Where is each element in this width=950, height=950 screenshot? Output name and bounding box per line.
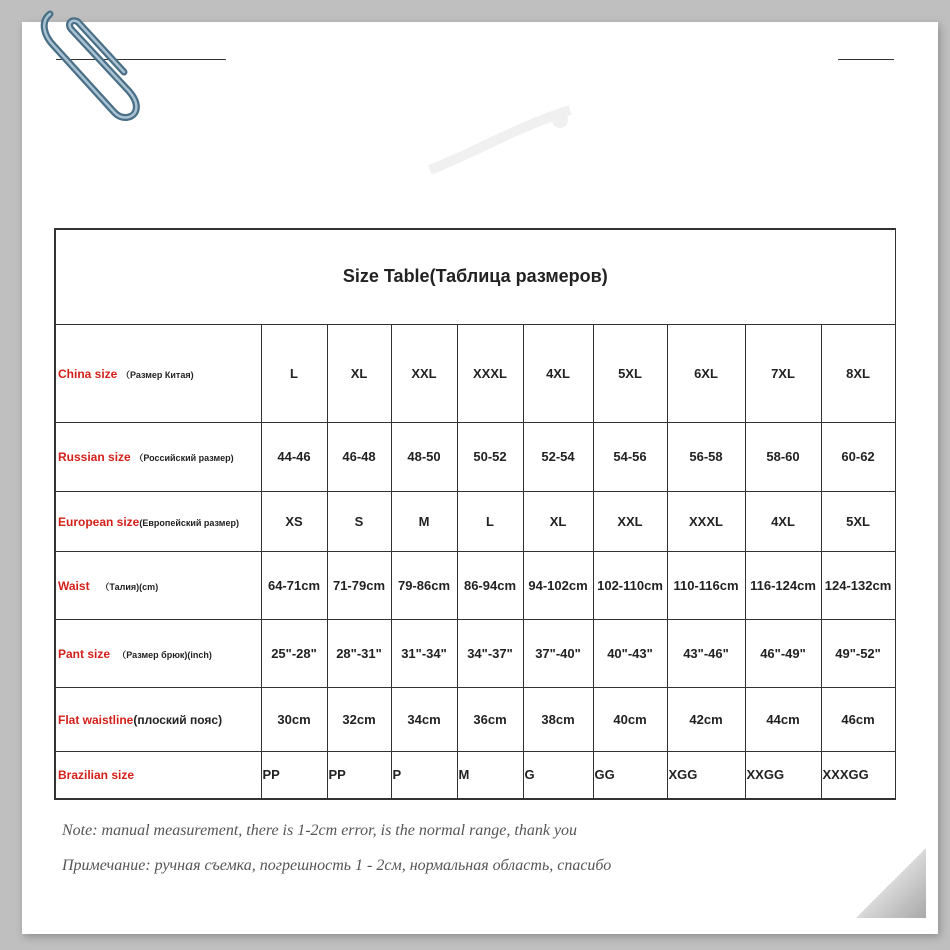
cell: 116-124cm [745,551,821,619]
cell: M [391,491,457,551]
cell: XXGG [745,751,821,799]
cell: P [391,751,457,799]
cell: L [261,324,327,422]
row-label: China size [58,366,118,381]
paperclip-icon [32,0,142,125]
cell: 46-48 [327,422,391,491]
cell: 5XL [593,324,667,422]
row-header [55,619,261,687]
page-curl [856,848,926,918]
note-russian: Примечание: ручная съемка, погрешность 1 - 2см, нормальная область, спасибо [62,857,612,874]
cell: 79-86cm [391,551,457,619]
row-brazilian-size [55,751,895,799]
cell: 46"-49" [745,619,821,687]
cell: 124-132cm [821,551,895,619]
row-label: European size [58,514,140,529]
row-label: Russian size [58,450,131,464]
cell: 7XL [745,324,821,422]
cell: 50-52 [457,422,523,491]
row-sublabel: (плоский пояс) [133,712,223,727]
top-rule-right [838,59,894,60]
cell: PP [261,751,327,799]
cell: 54-56 [593,422,667,491]
cell: 5XL [821,491,895,551]
row-sublabel: (Европейский размер) [139,517,239,528]
cell: 102-110cm [593,551,667,619]
note-english: Note: manual measurement, there is 1-2cm error, is the normal range, thank you [62,822,578,839]
cell: 38cm [523,687,593,751]
row-flat-waistline [55,687,895,751]
cell: 46cm [821,687,895,751]
row-sublabel: （Размер Китая) [120,369,194,380]
cell: 49"-52" [821,619,895,687]
cell: 64-71cm [261,551,327,619]
cell: XXXL [667,491,745,551]
row-header [55,422,261,491]
row-label: Flat waistline [58,712,134,727]
row-sublabel: （Талия)(cm) [100,581,159,592]
cell: 25"-28" [261,619,327,687]
row-header [55,751,261,799]
cell: XGG [667,751,745,799]
cell: 44-46 [261,422,327,491]
cell: 28"-31" [327,619,391,687]
row-waist [55,551,895,619]
cell: L [457,491,523,551]
row-european-size [55,491,895,551]
table-title: Size Table(Таблица размеров) [55,229,895,324]
cell: 36cm [457,687,523,751]
row-sublabel: （Российский размер) [134,453,234,463]
cell: XL [327,324,391,422]
cell: M [457,751,523,799]
cell: 4XL [523,324,593,422]
cell: 32cm [327,687,391,751]
cell: 34"-37" [457,619,523,687]
row-label: Pant size [58,646,111,661]
cell: 71-79cm [327,551,391,619]
cell: 40cm [593,687,667,751]
cell: 58-60 [745,422,821,491]
cell: XS [261,491,327,551]
row-header [55,551,261,619]
row-header [55,324,261,422]
cell: 52-54 [523,422,593,491]
cell: 37"-40" [523,619,593,687]
cell: 48-50 [391,422,457,491]
cell: G [523,751,593,799]
cell: XXL [593,491,667,551]
cell: 60-62 [821,422,895,491]
cell: XXXL [457,324,523,422]
cell: 8XL [821,324,895,422]
cell: 31"-34" [391,619,457,687]
faint-watermark [420,90,600,190]
row-russian-size [55,422,895,491]
cell: 30cm [261,687,327,751]
cell: XXL [391,324,457,422]
row-header [55,491,261,551]
cell: 44cm [745,687,821,751]
cell: 56-58 [667,422,745,491]
cell: XXXGG [821,751,895,799]
cell: PP [327,751,391,799]
cell: 94-102cm [523,551,593,619]
size-table [54,228,896,800]
row-header [55,687,261,751]
cell: 40"-43" [593,619,667,687]
row-label: Waist [58,578,90,593]
cell: XL [523,491,593,551]
cell: 86-94cm [457,551,523,619]
cell: 42cm [667,687,745,751]
row-china-size [55,324,895,422]
cell: 34cm [391,687,457,751]
cell: 4XL [745,491,821,551]
row-label: Brazilian size [58,768,135,783]
cell: 43"-46" [667,619,745,687]
row-sublabel: （Размер брюк)(inch) [117,649,212,660]
row-pant-size [55,619,895,687]
cell: S [327,491,391,551]
cell: 6XL [667,324,745,422]
cell: 110-116cm [667,551,745,619]
cell: GG [593,751,667,799]
